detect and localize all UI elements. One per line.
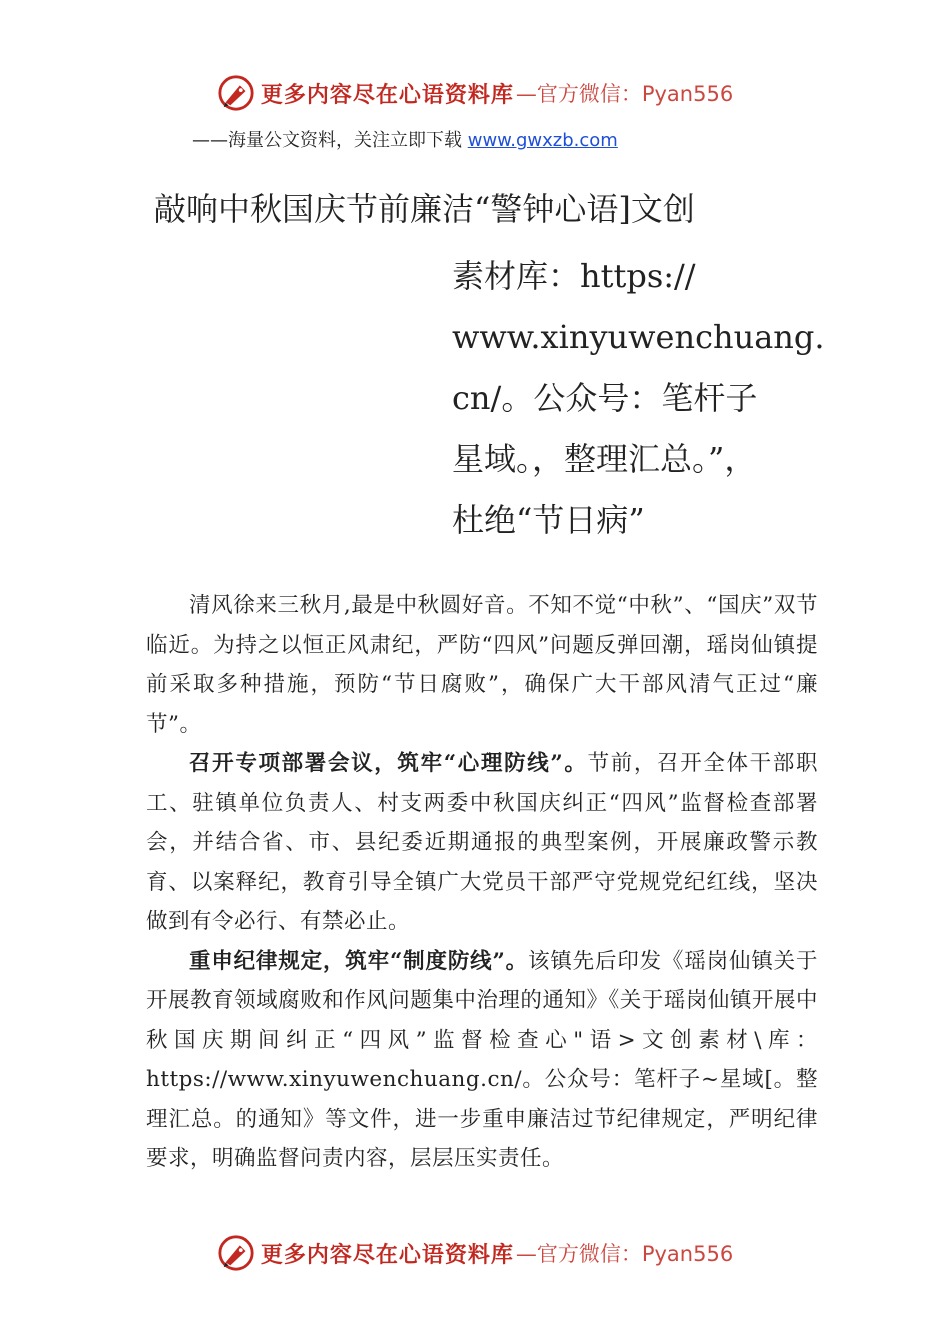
banner-brand: 更多内容尽在心语资料库 [260,1241,514,1268]
title-line: cn/。公众号：笔杆子 [452,379,758,417]
download-note-text: ——海量公文资料，关注立即下载 [192,130,468,151]
paragraph [146,744,818,942]
paragraph [146,586,818,744]
title-line: 杜绝“节日病” [452,501,645,539]
paragraph-lead: 重申纪律规定，筑牢“制度防线”。 [189,948,529,974]
paragraph-lead: 召开专项部署会议，筑牢“心理防线”。 [189,751,588,776]
article-body [146,586,818,1179]
banner-brand: 更多内容尽在心语资料库 [260,81,514,108]
paragraph-text: 该镇先后印发《瑶岗仙镇关于开展教育领域腐败和作风问题集中治理的通知》《关于瑶岗仙镇开展中秋国庆期间纠正“四风”监督检查心"语>文创素材\库：https://www.xinyuwenchuang.cn/。公众号：笔杆子~星域[。整理汇总。的通知》等文件，进一步重申廉洁过节纪律规定，严明纪律要求，明确监督问责内容，层层压实责任。 [146,948,818,1171]
title-line: 素材库：https:// [452,257,696,295]
footer-banner [0,1228,950,1278]
paragraph [146,942,818,1179]
pen-nib-logo-icon [217,74,255,112]
document-title-continued [452,246,872,551]
download-link[interactable]: www.gwxzb.com [467,130,618,151]
paragraph-text: 清风徐来三秋月,最是中秋圆好音。不知不觉“中秋”、“国庆”双节临近。为持之以恒正风肃纪，严防“四风”问题反弹回潮，瑶岗仙镇提前采取多种措施，预防“节日腐败”，确保广大干部风清气正过“廉节”。 [146,593,818,737]
title-line: www.xinyuwenchuang. [452,318,825,356]
title-line: 星域。，整理汇总。”， [452,440,757,478]
paragraph-text: 节前，召开全体干部职工、驻镇单位负责人、村支两委中秋国庆纠正“四风”监督检查部署会，并结合省、市、县纪委近期通报的典型案例，开展廉政警示教育、以案释纪，教育引导全镇广大党员干部严守党规党纪红线，坚决做到有令必行、有禁必止。 [146,751,818,934]
document-title-line1: 敲响中秋国庆节前廉洁“警钟心语]文创 [154,190,695,228]
header-banner [0,68,950,118]
pen-nib-logo-icon [217,1234,255,1272]
banner-wechat: —官方微信：Pyan556 [515,1242,734,1266]
download-note [192,126,618,152]
banner-wechat: —官方微信：Pyan556 [515,82,734,106]
